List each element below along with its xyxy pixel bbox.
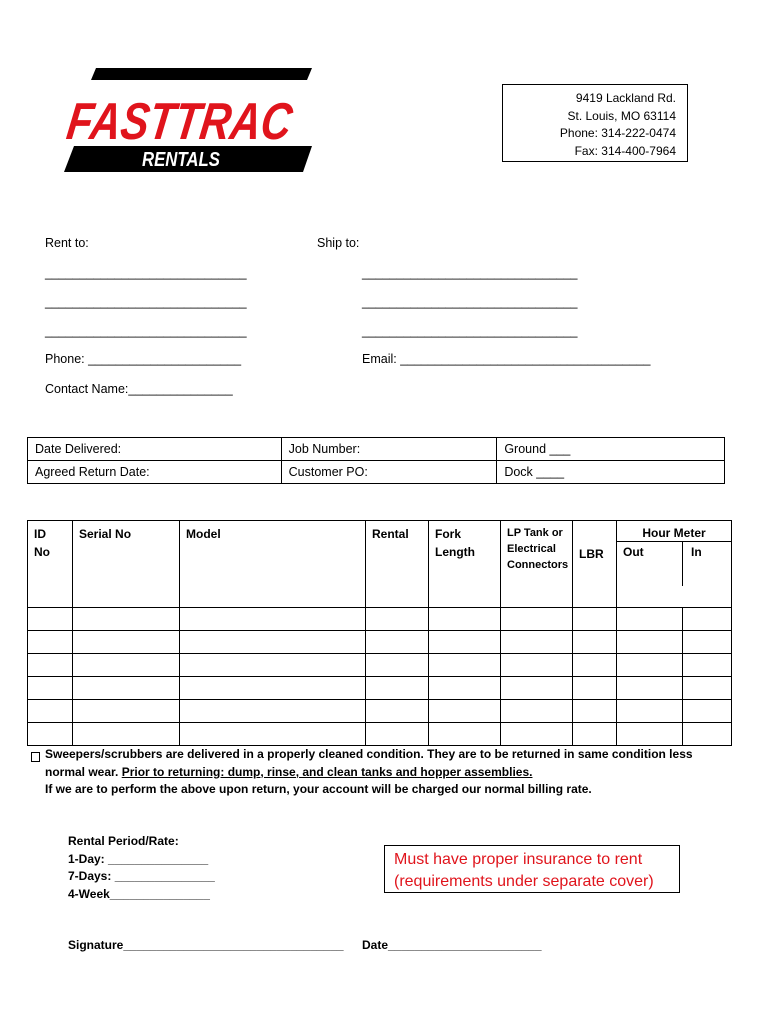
table-cell[interactable] — [683, 631, 732, 654]
table-cell[interactable] — [28, 677, 73, 700]
table-cell[interactable] — [429, 723, 501, 746]
table-cell[interactable] — [501, 723, 573, 746]
rate-7-days-field[interactable]: 7-Days: _______________ — [68, 869, 215, 883]
table-cell[interactable] — [501, 631, 573, 654]
address-phone: Phone: 314-222-0474 — [559, 126, 676, 140]
table-row — [28, 438, 725, 461]
table-cell[interactable] — [180, 654, 366, 677]
insurance-line-2: (requirements under separate cover) — [394, 873, 654, 890]
address-street: 9419 Lackland Rd. — [575, 91, 676, 105]
table-cell[interactable] — [366, 654, 429, 677]
date-delivered-cell[interactable]: Date Delivered: — [28, 438, 282, 461]
col-id-header: ID No — [28, 521, 73, 608]
rent-to-line-1[interactable]: _____________________________ — [45, 266, 247, 280]
table-cell[interactable] — [573, 700, 617, 723]
col-model-header: Model — [180, 521, 366, 608]
rent-to-line-3[interactable]: _____________________________ — [45, 324, 247, 338]
col-fork-header: Fork Length — [429, 521, 501, 608]
logo-brand-text: FASTTRAC — [63, 93, 349, 151]
table-row — [28, 654, 732, 677]
delivery-info-table — [27, 437, 725, 484]
table-cell[interactable] — [429, 608, 501, 631]
col-rental-header: Rental — [366, 521, 429, 608]
dock-cell[interactable]: Dock ____ — [497, 461, 725, 484]
table-cell[interactable] — [683, 723, 732, 746]
table-header-row — [28, 521, 732, 608]
notice-line-2: normal wear. Prior to returning: dump, rinse, and clean tanks and hopper assemblies. — [45, 764, 533, 779]
table-cell[interactable] — [573, 654, 617, 677]
table-cell[interactable] — [28, 631, 73, 654]
table-cell[interactable] — [429, 700, 501, 723]
table-cell[interactable] — [501, 654, 573, 677]
date-field[interactable]: Date_______________________ — [362, 938, 542, 952]
table-cell[interactable] — [180, 723, 366, 746]
signature-field[interactable]: Signature_________________________________ — [68, 938, 344, 952]
table-cell[interactable] — [73, 723, 180, 746]
contact-name-field[interactable]: Contact Name:_______________ — [45, 382, 233, 396]
table-row — [28, 723, 732, 746]
col-serial-header: Serial No — [73, 521, 180, 608]
table-cell[interactable] — [73, 654, 180, 677]
notice-underlined-text: Prior to returning: dump, rinse, and clean tanks and hopper assemblies. — [121, 764, 533, 779]
table-cell[interactable] — [429, 631, 501, 654]
col-hour-meter-header — [617, 521, 732, 608]
table-cell[interactable] — [573, 723, 617, 746]
table-cell[interactable] — [28, 608, 73, 631]
rates-title: Rental Period/Rate: — [68, 834, 179, 848]
table-cell[interactable] — [180, 631, 366, 654]
rate-1-day-field[interactable]: 1-Day: _______________ — [68, 851, 209, 866]
cleaning-notice — [45, 746, 693, 799]
hour-meter-in-header: In — [691, 545, 702, 559]
table-cell[interactable] — [683, 608, 732, 631]
company-address-box — [502, 84, 688, 162]
table-cell[interactable] — [366, 700, 429, 723]
logo-sub-text: RENTALS — [142, 149, 221, 171]
table-cell[interactable] — [366, 608, 429, 631]
notice-line-1: Sweepers/scrubbers are delivered in a properly cleaned condition. They are to be returned in same condition less — [45, 747, 693, 761]
table-cell[interactable] — [683, 677, 732, 700]
fasttrac-rentals-logo — [60, 62, 349, 177]
table-cell[interactable] — [28, 700, 73, 723]
notice-line-3: If we are to perform the above upon return, your account will be charged our normal billing rate. — [45, 782, 592, 796]
table-cell[interactable] — [617, 631, 683, 654]
table-cell[interactable] — [73, 700, 180, 723]
table-cell[interactable] — [180, 608, 366, 631]
table-cell[interactable] — [683, 654, 732, 677]
table-cell[interactable] — [73, 677, 180, 700]
job-number-cell[interactable]: Job Number: — [281, 438, 497, 461]
ground-cell[interactable]: Ground ___ — [497, 438, 725, 461]
table-cell[interactable] — [429, 677, 501, 700]
table-cell[interactable] — [73, 608, 180, 631]
table-cell[interactable] — [28, 723, 73, 746]
hour-meter-out-header: Out — [617, 542, 683, 586]
table-cell[interactable] — [429, 654, 501, 677]
table-row — [28, 461, 725, 484]
ship-to-label: Ship to: — [317, 236, 360, 250]
table-cell[interactable] — [573, 608, 617, 631]
insurance-line-1: Must have proper insurance to rent — [394, 851, 643, 868]
table-cell[interactable] — [73, 631, 180, 654]
table-cell[interactable] — [683, 700, 732, 723]
table-row — [28, 677, 732, 700]
email-field[interactable]: Email: ____________________________________ — [362, 352, 651, 366]
rate-4-week-field[interactable]: 4-Week_______________ — [68, 886, 210, 901]
table-cell[interactable] — [180, 677, 366, 700]
agreed-return-date-cell[interactable]: Agreed Return Date: — [28, 461, 282, 484]
col-lbr-header: LBR — [573, 521, 617, 608]
hour-meter-title: Hour Meter — [617, 521, 731, 542]
table-cell[interactable] — [573, 677, 617, 700]
rent-to-line-2[interactable]: _____________________________ — [45, 295, 247, 309]
table-row — [28, 631, 732, 654]
ship-to-line-1[interactable]: _______________________________ — [362, 266, 578, 280]
table-row — [28, 700, 732, 723]
table-cell[interactable] — [501, 608, 573, 631]
checkbox[interactable] — [31, 752, 40, 762]
table-cell[interactable] — [617, 700, 683, 723]
address-city: St. Louis, MO 63114 — [567, 108, 676, 123]
table-cell[interactable] — [617, 654, 683, 677]
table-cell[interactable] — [366, 723, 429, 746]
table-cell[interactable] — [501, 677, 573, 700]
table-cell[interactable] — [366, 677, 429, 700]
table-cell[interactable] — [366, 631, 429, 654]
rental-rates-block — [68, 833, 215, 903]
customer-po-cell[interactable]: Customer PO: — [281, 461, 497, 484]
col-lp-header: LP Tank or Electrical Connectors — [501, 521, 573, 608]
table-row — [28, 608, 732, 631]
address-fax: Fax: 314-400-7964 — [574, 143, 676, 158]
insurance-notice-box — [384, 845, 680, 893]
table-cell[interactable] — [501, 700, 573, 723]
ship-to-line-2[interactable]: _______________________________ — [362, 295, 578, 309]
rent-to-label: Rent to: — [45, 236, 89, 250]
phone-field[interactable]: Phone: ______________________ — [45, 352, 242, 366]
table-cell[interactable] — [573, 631, 617, 654]
table-cell[interactable] — [617, 608, 683, 631]
equipment-table — [27, 520, 732, 746]
table-cell[interactable] — [180, 700, 366, 723]
ship-to-line-3[interactable]: _______________________________ — [362, 324, 578, 338]
table-cell[interactable] — [28, 654, 73, 677]
table-cell[interactable] — [617, 677, 683, 700]
table-cell[interactable] — [617, 723, 683, 746]
